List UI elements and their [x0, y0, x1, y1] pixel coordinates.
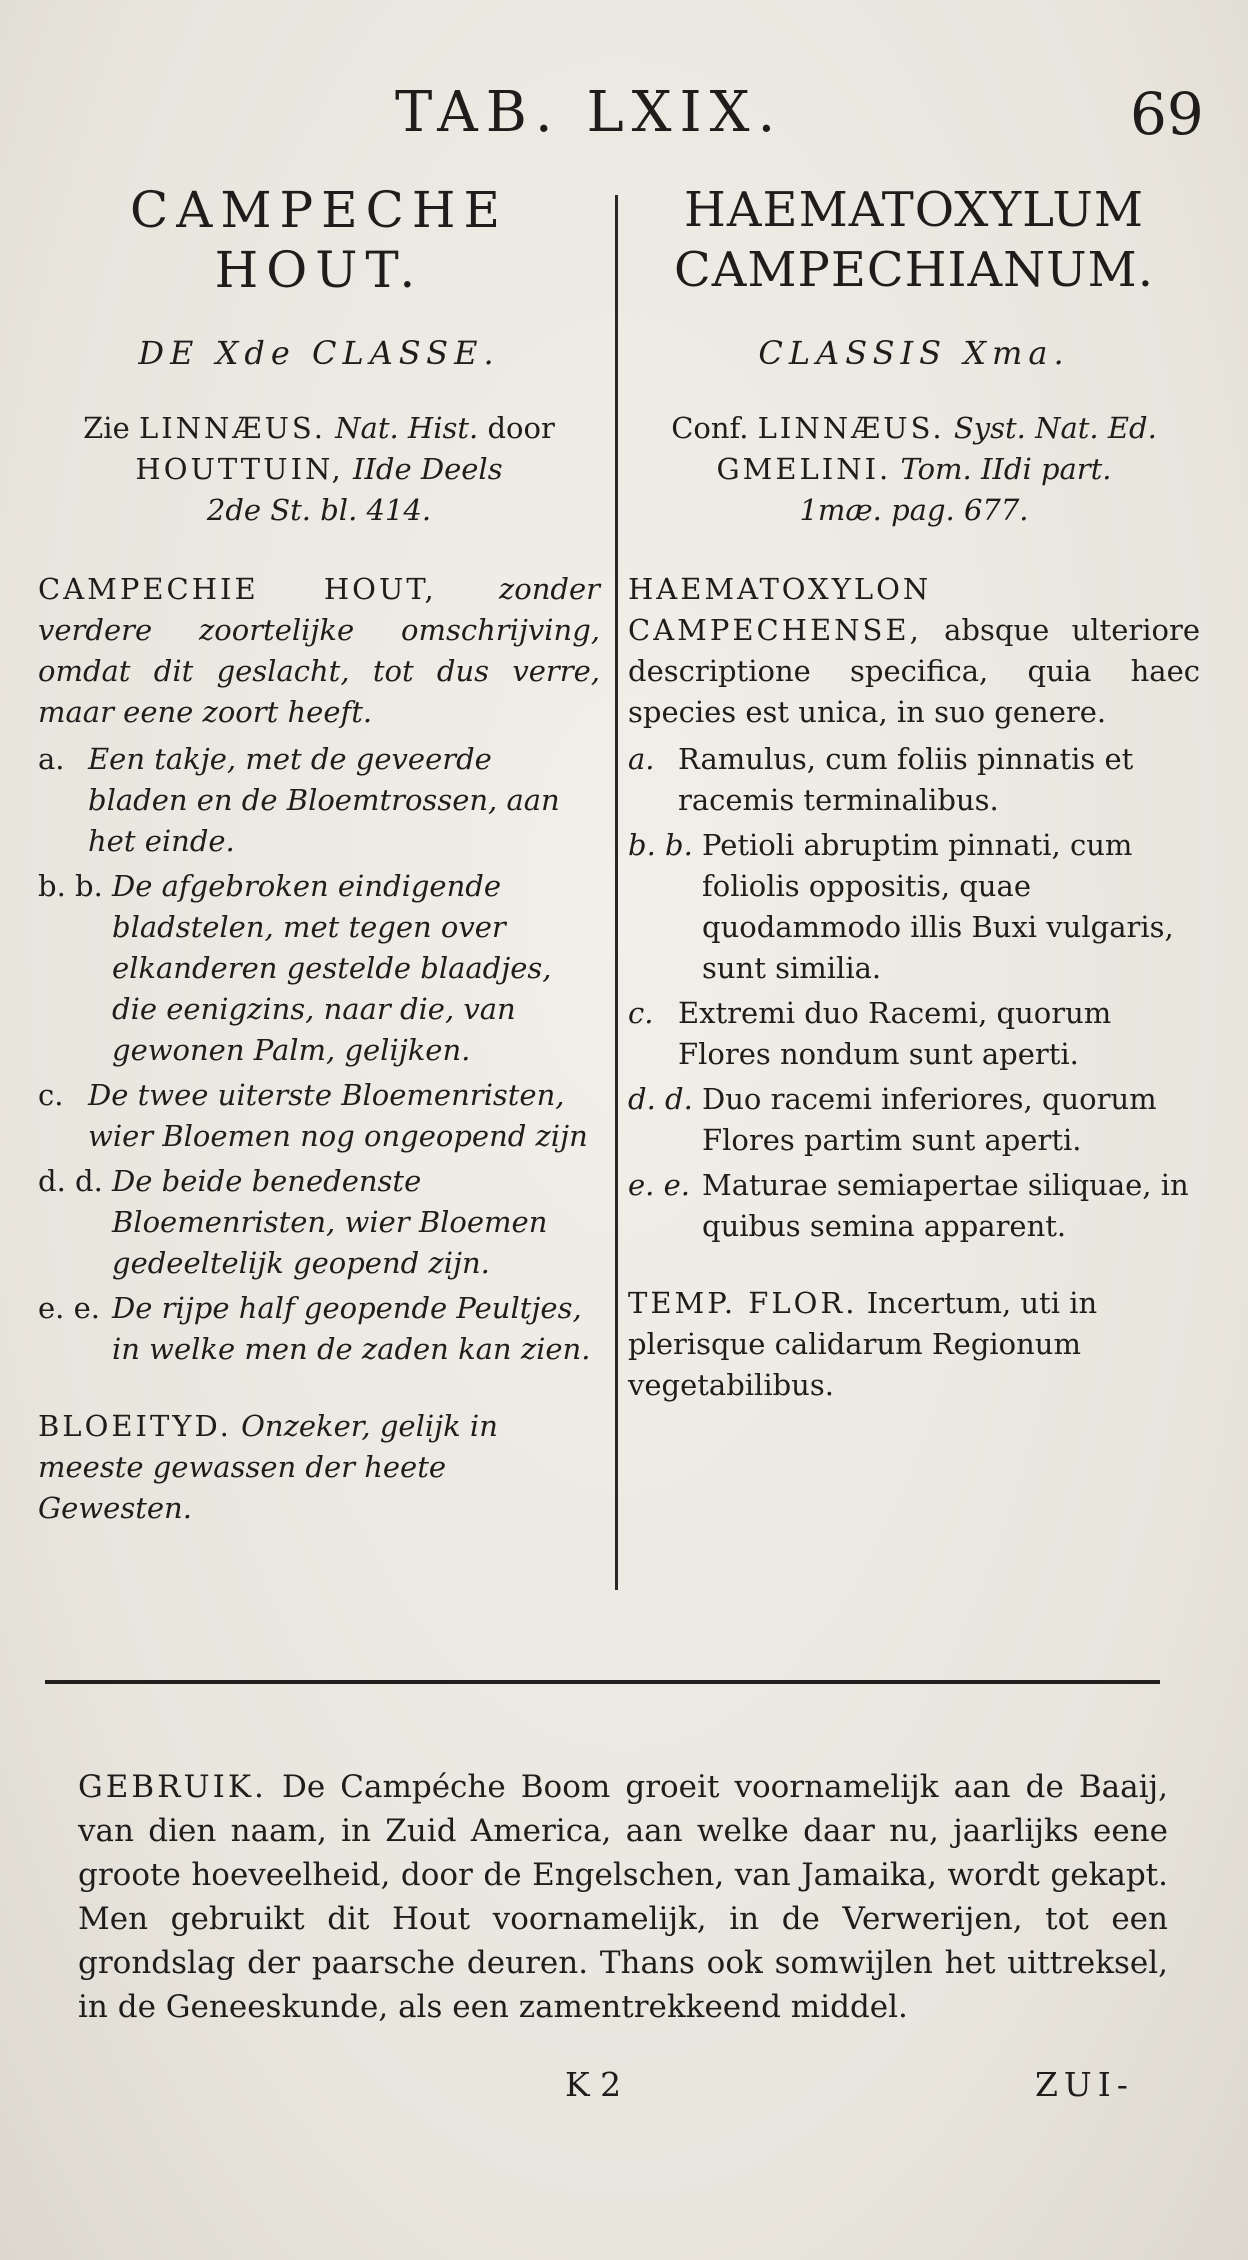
usage-paragraph [78, 1765, 1168, 2029]
item-text: Een takje, met de geveerde bladen en de Bloemtrossen, aan het einde. [88, 742, 560, 858]
list-item [628, 1079, 1200, 1161]
dutch-title-line-1: CAMPECHE [129, 181, 509, 239]
ref-author: GMELINI. [716, 452, 892, 486]
ref-page: 2de St. bl. 414. [206, 493, 432, 527]
item-label: d. d. [38, 1164, 103, 1198]
flowering-body: Incertum, uti in plerisque calidarum Regionum vegetabilibus. [628, 1286, 1098, 1402]
item-text: De twee uiterste Bloemenristen, wier Bloemen nog ongeopend zijn [88, 1078, 588, 1153]
usage-body: De Campéche Boom groeit voornamelijk aan de Baaij, van dien naam, in Zuid America, aan welke daar nu, jaarlijks eene groote hoeveelheid, door de Engelschen, van Jamaika, wordt gekapt. Men gebruikt dit Hout voornamelijk, in de Verwerijen, tot een grondslag der paarsche deuren. Thans ook somwijlen het uittreksel, in de Geneeskunde, als een zamentrekkeend middel. [78, 1769, 1168, 2025]
item-label: d. d. [628, 1082, 693, 1116]
section-rule [45, 1680, 1160, 1684]
item-text: Duo racemi inferiores, quorum Flores partim sunt aperti. [702, 1082, 1157, 1157]
latin-title-line-1: HAEMATOXYLUM [684, 182, 1144, 238]
latin-class-line: CLASSIS Xma. [758, 334, 1070, 372]
flowering-head: TEMP. FLOR. [628, 1286, 858, 1320]
item-label: e. e. [628, 1168, 690, 1202]
flowering-body: Onzeker, gelijk in meeste gewassen der heete Gewesten. [38, 1409, 498, 1525]
list-item [38, 739, 600, 862]
signature-mark: K 2 [565, 2065, 622, 2104]
item-text: De beide benedenste Bloemenristen, wier Bloemen gedeeltelijk geopend zijn. [112, 1164, 548, 1280]
latin-reference [628, 408, 1200, 531]
list-item [38, 1288, 600, 1370]
ref-author: LINNÆUS. [757, 411, 945, 445]
dutch-reference [38, 408, 600, 531]
list-item [38, 1161, 600, 1284]
usage-head: GEBRUIK. [78, 1769, 267, 1805]
ref-text: Zie [83, 411, 139, 445]
dutch-flowering-time [38, 1406, 600, 1529]
page-number: 69 [1130, 80, 1204, 148]
ref-text: Conf. [671, 411, 758, 445]
ref-page: 1mæ. pag. 677. [799, 493, 1029, 527]
description-head: HAEMATOXYLON CAMPECHENSE, [628, 572, 932, 647]
ref-author: HOUTTUIN, [135, 452, 344, 486]
latin-description [628, 569, 1200, 733]
ref-text: door [478, 411, 555, 445]
latin-title-line-2: CAMPECHIANUM. [674, 242, 1154, 298]
flowering-head: BLOEITYD. [38, 1409, 232, 1443]
item-label: c. [38, 1078, 64, 1112]
ref-volume: Tom. IIdi part. [891, 452, 1112, 486]
item-text: Maturae semiapertae siliquae, in quibus semina apparent. [702, 1168, 1189, 1243]
item-label: c. [628, 996, 654, 1030]
catchword: ZUI- [1035, 2065, 1134, 2104]
ref-work: Syst. Nat. Ed. [944, 411, 1157, 445]
list-item [628, 825, 1200, 989]
plate-number: TAB. LXIX. [395, 80, 784, 145]
ref-volume: IIde Deels [343, 452, 503, 486]
item-label: b. b. [628, 828, 693, 862]
description-body: zonder verdere zoortelijke omschrijving, omdat dit geslacht, tot dus verre, maar eene zoort heeft. [38, 572, 600, 729]
list-item [628, 993, 1200, 1075]
list-item [628, 1165, 1200, 1247]
column-divider [615, 195, 618, 1590]
item-text: De afgebroken eindigende bladstelen, met tegen over elkanderen gestelde blaadjes, die eenigzins, naar die, van gewonen Palm, gelijken. [112, 869, 552, 1067]
item-label: a. [628, 742, 655, 776]
dutch-description [38, 569, 600, 733]
list-item [38, 1075, 600, 1157]
item-text: Petioli abruptim pinnati, cum foliolis oppositis, quae quodammodo illis Buxi vulgaris, sunt similia. [702, 828, 1174, 985]
latin-column [628, 180, 1200, 1406]
page-header [0, 80, 1248, 160]
list-item [628, 739, 1200, 821]
item-text: Extremi duo Racemi, quorum Flores nondum sunt aperti. [678, 996, 1112, 1071]
item-label: a. [38, 742, 65, 776]
dutch-title-line-2: HOUT. [214, 241, 424, 299]
latin-flowering-time [628, 1283, 1200, 1406]
dutch-column [38, 180, 600, 1529]
ref-work: Nat. Hist. [325, 411, 479, 445]
description-body: absque ulteriore descriptione specifica, quia haec species est unica, in suo genere. [628, 613, 1200, 729]
list-item [38, 866, 600, 1071]
item-text: De rijpe half geopende Peultjes, in welke men de zaden kan zien. [112, 1291, 591, 1366]
ref-author: LINNÆUS. [138, 411, 326, 445]
item-label: e. e. [38, 1291, 100, 1325]
item-text: Ramulus, cum foliis pinnatis et racemis terminalibus. [678, 742, 1134, 817]
description-head: CAMPECHIE HOUT, [38, 572, 437, 606]
item-label: b. b. [38, 869, 103, 903]
dutch-class-line: DE Xde CLASSE. [138, 334, 500, 372]
